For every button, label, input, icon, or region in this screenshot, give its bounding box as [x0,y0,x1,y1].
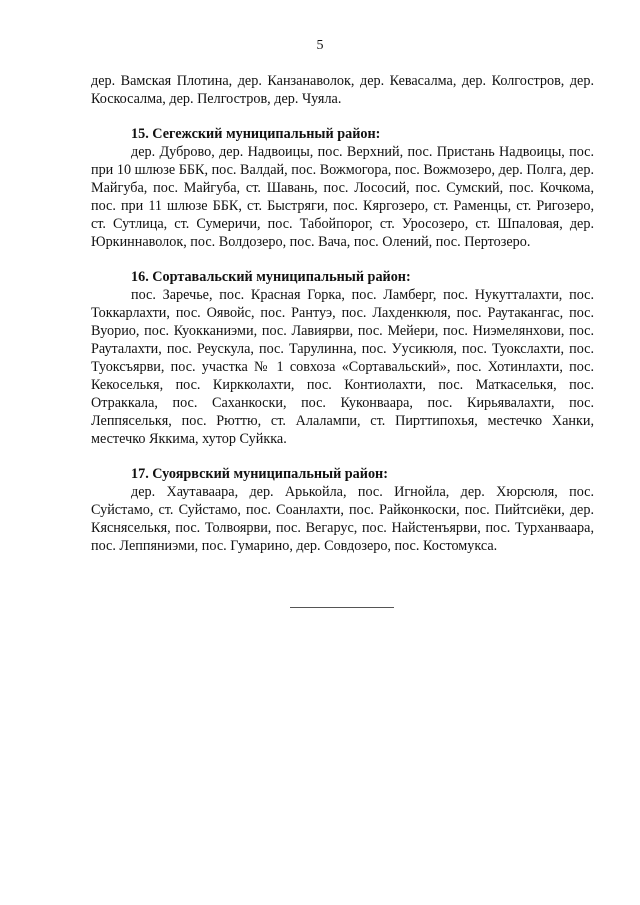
end-divider [290,607,394,608]
page-number: 5 [316,38,324,53]
section-text: пос. Заречье, пос. Красная Горка, пос. Ламберг, пос. Нукутталахти, пос. Токкарлахти, пос. Оявойс, пос. Рантуэ, пос. Лахденкюля, пос. Раутакангас, пос. Вуорио, пос. Куокканиэми, пос. Лавиярви, пос. Мейери, пос. Ниэмелянхови, пос. Рауталахти, пос. Реускула, пос. Тарулинна, пос. Ууcикюля, пос. Туокслахти, пос. Туоксъярви, пос. участка № 1 совхоза «Сортавальский», пос. Хотинлахти, пос. Кекоселькя, пос. Киркколахти, пос. Контиолахти, пос. Маткаселькя, пос. Отраккала, пос. Саханкоски, пос. Куконваара, пос. Кирьявалахти, пос. Леппяселькя, пос. Рюттю, ст. Алалампи, ст. Пирттипохья, местечко Ханки, местечко Яккима, хутор Суйкка. [91,287,594,447]
document-body [91,72,594,555]
section-gap [91,251,594,268]
section-text: дер. Хаутаваара, дер. Арькойла, пос. Игнойла, дер. Хюрсюля, пос. Суйстамо, ст. Суйстамо, пос. Соанлахти, пос. Райконкоски, пос. Пийтсиёки, дер. Кясняселькя, пос. Толвоярви, пос. Вегарус, пос. Найстенъярви, пос. Турханваара, пос. Леппяниэми, пос. Гумарино, дер. Совдозеро, пос. Костомукса. [91,484,594,554]
section-heading: 15. Сегежский муниципальный район: [131,126,381,142]
section-heading: 17. Суоярвский муниципальный район: [131,466,388,482]
section-segezha [91,125,594,251]
intro-paragraph: дер. Вамская Плотина, дер. Канзанаволок, дер. Кевасалма, дер. Колгостров, дер. Коскосалма, дер. Пелгостров, дер. Чуяла. [91,73,594,107]
section-sortavala [91,268,594,448]
section-gap [91,108,594,125]
section-gap [91,448,594,465]
section-suojarvi [91,465,594,555]
section-heading: 16. Сортавальский муниципальный район: [131,269,411,285]
section-text: дер. Дуброво, дер. Надвоицы, пос. Верхний, пос. Пристань Надвоицы, пос. при 10 шлюзе ББК, пос. Валдай, пос. Вожмогора, пос. Вожмозеро, дер. Полга, дер. Майгуба, пос. Майгуба, ст. Шавань, пос. Лососий, пос. Сумский, пос. Кочкома, пос. при 11 шлюзе ББК, ст. Быстряги, пос. Кяргозеро, ст. Раменцы, ст. Ригозеро, ст. Сутлица, ст. Сумеричи, пос. Табойпорог, ст. Уросозеро, ст. Шпаловая, дер. Юркиннаволок, пос. Волдозеро, пос. Вача, пос. Олений, пос. Пертозеро. [91,144,594,250]
